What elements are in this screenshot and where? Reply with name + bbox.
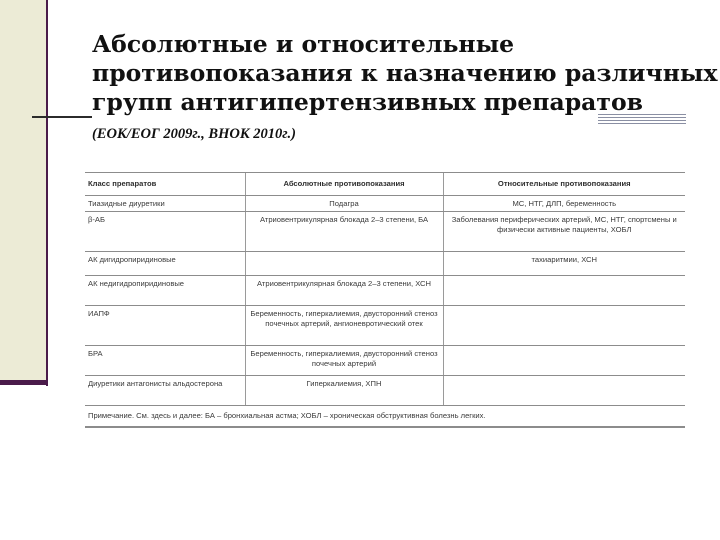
cell-class: Диуретики антагонисты альдостерона	[85, 376, 245, 406]
cell-absolute: Гиперкалиемия, ХПН	[245, 376, 443, 406]
cell-relative	[443, 306, 685, 346]
table-row	[85, 346, 685, 376]
cell-relative	[443, 276, 685, 306]
cell-relative	[443, 376, 685, 406]
cell-absolute	[245, 252, 443, 276]
title-line-1: Абсолютные и относительные	[92, 30, 515, 58]
cell-absolute: Беременность, гиперкалиемия, двусторонний стеноз почечных артерий	[245, 346, 443, 376]
left-decor-border	[46, 0, 48, 386]
header-class: Класс препаратов	[85, 173, 245, 196]
table-row	[85, 376, 685, 406]
cell-relative	[443, 346, 685, 376]
cell-absolute: Подагра	[245, 195, 443, 212]
left-decor-bar	[0, 380, 48, 385]
table-row	[85, 212, 685, 252]
table-header-row	[85, 173, 685, 196]
contraindications-table-wrap	[85, 172, 685, 428]
title-line-2: противопоказания к назначению различных	[92, 59, 718, 87]
title-line-3: групп антигипертензивных препаратов	[92, 88, 643, 116]
contraindications-table	[85, 172, 685, 428]
left-decor-panel	[0, 0, 46, 380]
slide-subtitle: (ЕОК/ЕОГ 2009г., ВНОК 2010г.)	[92, 126, 296, 142]
table-row	[85, 306, 685, 346]
header-relative: Относительные противопоказания	[443, 173, 685, 196]
table-row	[85, 252, 685, 276]
cell-class: АК дигидропиридиновые	[85, 252, 245, 276]
cell-absolute: Беременность, гиперкалиемия, двусторонний стеноз почечных артерий, ангионевротический отек	[245, 306, 443, 346]
cell-class: Тиазидные диуретики	[85, 195, 245, 212]
cell-class: АК недигидропиридиновые	[85, 276, 245, 306]
cell-absolute: Атриовентрикулярная блокада 2–3 степени, БА	[245, 212, 443, 252]
cell-class: β-АБ	[85, 212, 245, 252]
table-row	[85, 195, 685, 212]
table-row	[85, 276, 685, 306]
cell-relative: Заболевания периферических артерий, МС, НТГ, спортсмены и физически активные пациенты, ХОБЛ	[443, 212, 685, 252]
cell-class: ИАПФ	[85, 306, 245, 346]
header-absolute: Абсолютные противопоказания	[245, 173, 443, 196]
cell-class: БРА	[85, 346, 245, 376]
cell-relative: тахиаритмии, ХСН	[443, 252, 685, 276]
table-note: Примечание. См. здесь и далее: БА – бронхиальная астма; ХОБЛ – хроническая обструктивная болезнь легких.	[85, 406, 685, 427]
cell-absolute: Атриовентрикулярная блокада 2–3 степени, ХСН	[245, 276, 443, 306]
table-note-row	[85, 406, 685, 427]
title-rule-left	[32, 116, 92, 118]
slide-title	[92, 30, 718, 117]
cell-relative: МС, НТГ, ДЛП, беременность	[443, 195, 685, 212]
